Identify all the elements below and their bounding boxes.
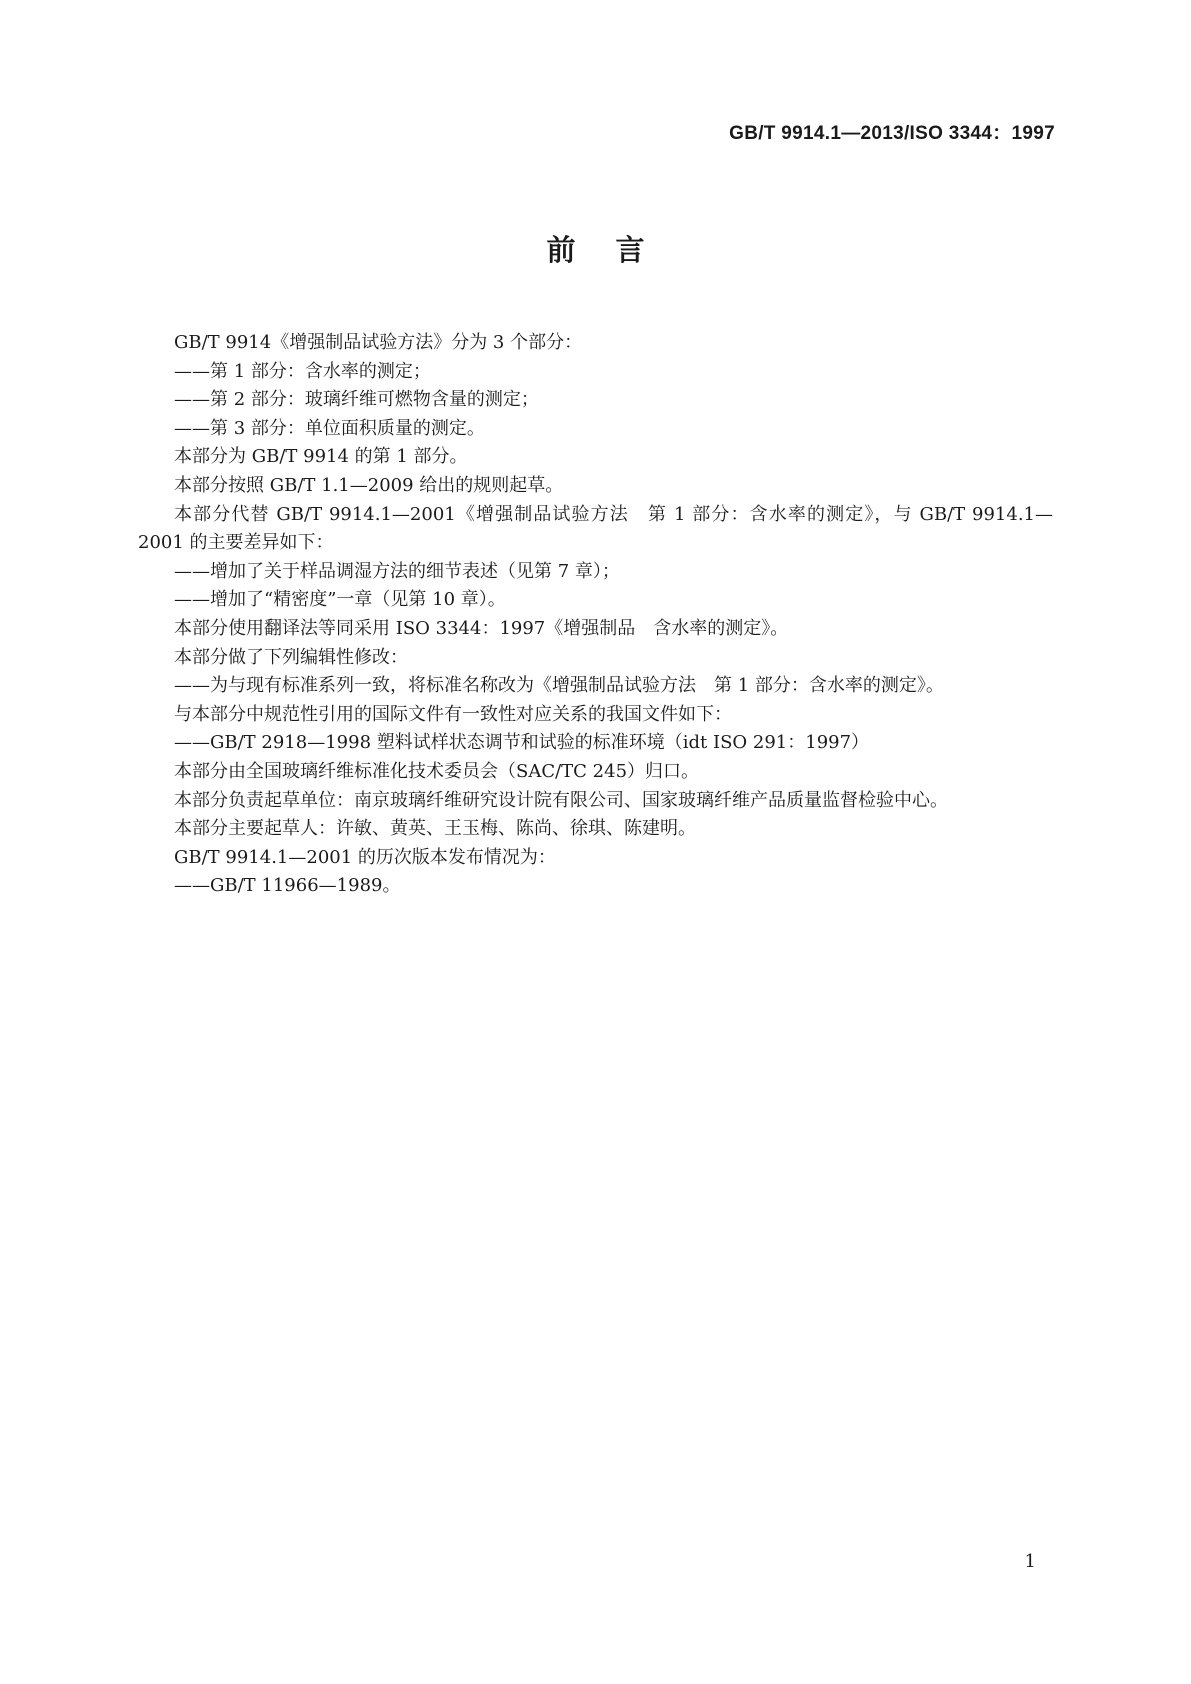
list-item: ——增加了关于样品调湿方法的细节表述（见第 7 章）； (174, 560, 620, 582)
list-item: ——增加了“精密度”一章（见第 10 章）。 (174, 589, 506, 611)
list-item: ——GB/T 2918—1998 塑料试样状态调节和试验的标准环境（idt ISO 291：1997） (174, 732, 870, 754)
paragraph: 与本部分中规范性引用的国际文件有一致性对应关系的我国文件如下： (174, 703, 732, 725)
paragraph: 本部分做了下列编辑性修改： (174, 646, 408, 668)
list-item: ——第 2 部分：玻璃纤维可燃物含量的测定； (174, 389, 539, 411)
paragraph: 本部分使用翻译法等同采用 ISO 3344：1997《增强制品 含水率的测定》。 (174, 617, 789, 639)
standard-number-header: GB/T 9914.1—2013/ISO 3344：1997 (729, 123, 1055, 144)
page-number: 1 (1024, 1551, 1036, 1572)
paragraph: 本部分负责起草单位：南京玻璃纤维研究设计院有限公司、国家玻璃纤维产品质量监督检验中心。 (174, 789, 948, 811)
paragraph: 本部分为 GB/T 9914 的第 1 部分。 (174, 446, 468, 468)
paragraph: 本部分按照 GB/T 1.1—2009 给出的规则起草。 (174, 474, 564, 496)
paragraph: 本部分主要起草人：许敏、黄英、王玉梅、陈尚、徐琪、陈建明。 (174, 818, 696, 840)
page-title: 前言 (546, 233, 685, 267)
foreword-body (138, 329, 1053, 901)
list-item: ——第 1 部分：含水率的测定； (174, 360, 431, 382)
list-item: ——GB/T 11966—1989。 (174, 875, 401, 897)
paragraph: GB/T 9914.1—2001 的历次版本发布情况为： (174, 846, 556, 868)
list-item: ——第 3 部分：单位面积质量的测定。 (174, 417, 485, 439)
paragraph: GB/T 9914《增强制品试验方法》分为 3 个部分： (174, 332, 583, 353)
list-item: ——为与现有标准系列一致，将标准名称改为《增强制品试验方法 第 1 部分：含水率的测定》。 (174, 675, 944, 697)
paragraph: 本部分由全国玻璃纤维标准化技术委员会（SAC/TC 245）归口。 (174, 760, 700, 782)
paragraph: 本部分代替 GB/T 9914.1—2001《增强制品试验方法 第 1 部分：含水率的测定》，与 GB/T 9914.1—2001 的主要差异如下： (138, 503, 1053, 554)
